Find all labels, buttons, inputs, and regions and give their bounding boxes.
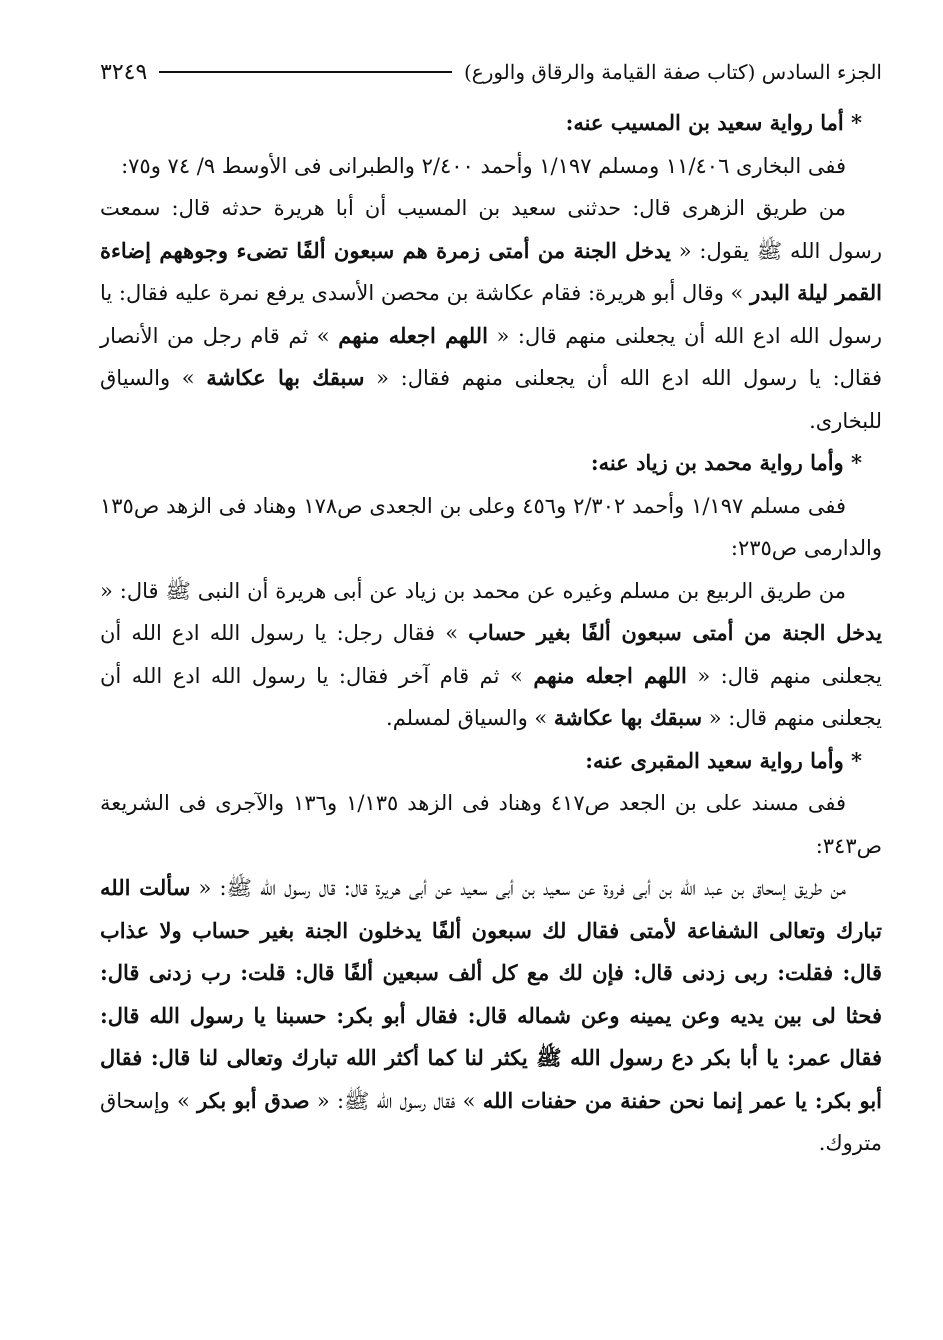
hadith-text: يدخل الجنة من أمتى سبعون ألفًا بغير حساب bbox=[468, 620, 883, 645]
body-paragraph bbox=[100, 145, 882, 188]
hadith-text: سألت الله تبارك وتعالى الشفاعة لأمتى فقال لك سبعون ألفًا يدخلون الجنة بغير حساب ولا عذاب قال: فقلت: ربى زدنى قال: فإن لك مع كل ألف سبعين ألفًا قال: قلت: رب زدنى قال: فحثا لى بين يديه وعن يمينه وعن شماله قال: فقال أبو بكر: حسبنا يا رسول الله قال: فقال عمر: يا أبا بكر دع رسول الله ﷺ يكثر لنا كما أكثر الله تبارك وتعالى لنا قال: فقال أبو بكر: يا عمر إنما نحن حفنة من حفنات الله bbox=[100, 875, 883, 1113]
text-segment: » وإسحاق متروك. bbox=[100, 1088, 882, 1155]
text-segment: ففى مسلم ١/١٩٧ وأحمد ٢/٣٠٢ و٤٥٦ وعلى بن الجعدى ص١٧٨ وهناد فى الزهد ص١٣٥ والدارمى ص٢٣٥: bbox=[100, 493, 882, 560]
section-heading bbox=[100, 442, 882, 485]
hadith-text: * وأما رواية محمد بن زياد عنه: bbox=[590, 450, 862, 475]
header-rule bbox=[159, 71, 452, 73]
text-segment: » فقال رسول الله ﷺ: « bbox=[309, 1088, 483, 1113]
page-number: ٣٢٤٩ bbox=[100, 59, 148, 85]
text-segment: من طريق إسحاق بن عبد الله بن أبى فروة عن سعيد بن أبى سعيد عن أبى هريرة قال: قال رسول الله ﷺ: « bbox=[190, 876, 846, 900]
hadith-text: * وأما رواية سعيد المقبرى عنه: bbox=[585, 747, 862, 773]
body-paragraph bbox=[100, 867, 882, 1165]
text-segment: » ثم قام رجل من الأنصار فقال: يا رسول الله ادع الله أن يجعلنى منهم فقال: « bbox=[100, 323, 882, 390]
hadith-text: * أما رواية سعيد بن المسيب عنه: bbox=[565, 110, 862, 135]
text-segment: » وقال أبو هريرة: فقام عكاشة بن محصن الأسدى يرفع نمرة عليه فقال: يا رسول الله ادع الله أن يجعلنى منهم قال: « bbox=[100, 281, 883, 348]
hadith-text: صدق أبو بكر bbox=[197, 1087, 310, 1113]
body-paragraph bbox=[100, 485, 882, 570]
text-segment: » والسياق لمسلم. bbox=[386, 706, 554, 730]
body-paragraph bbox=[100, 187, 882, 442]
page-body bbox=[100, 102, 882, 1165]
body-paragraph bbox=[100, 782, 882, 867]
hadith-text: اللهم اجعله منهم bbox=[533, 662, 687, 688]
hadith-text: سبقك بها عكاشة bbox=[206, 365, 365, 390]
running-title: الجزء السادس (كتاب صفة القيامة والرقاق والورع) bbox=[463, 60, 882, 84]
text-segment: » والسياق للبخارى. bbox=[100, 366, 882, 433]
hadith-text: اللهم اجعله منهم bbox=[338, 322, 488, 348]
hadith-text: سبقك بها عكاشة bbox=[553, 705, 703, 730]
text-segment: » ثم قام آخر فقال: يا رسول الله ادع الله أن يجعلنى منهم قال: « bbox=[100, 663, 882, 730]
body-paragraph bbox=[100, 570, 882, 740]
text-segment: ففى مسند على بن الجعد ص٤١٧ وهناد فى الزهد ١/١٣٥ و١٣٦ والآجرى فى الشريعة ص٣٤٣: bbox=[100, 791, 882, 858]
section-heading bbox=[100, 740, 882, 783]
text-segment: ففى البخارى ١١/٤٠٦ ومسلم ١/١٩٧ وأحمد ٢/٤٠٠ والطبرانى فى الأوسط ٩/ ٧٤ و٧٥: bbox=[121, 153, 846, 178]
text-segment: من طريق الربيع بن مسلم وغيره عن محمد بن زياد عن أبى هريرة أن النبى ﷺ قال: « bbox=[100, 578, 846, 603]
text-segment: من طريق الزهرى قال: حدثنى سعيد بن المسيب أن أبا هريرة حدثه قال: سمعت رسول الله ﷺ يقول: « bbox=[100, 196, 882, 263]
section-heading bbox=[100, 102, 882, 145]
text-segment: » فقال رجل: يا رسول الله ادع الله أن يجعلنى منهم قال: « bbox=[100, 621, 882, 688]
hadith-text: يدخل الجنة من أمتى زمرة هم سبعون ألفًا تضىء وجوههم إضاءة القمر ليلة البدر bbox=[100, 237, 882, 305]
page-header bbox=[100, 52, 882, 92]
